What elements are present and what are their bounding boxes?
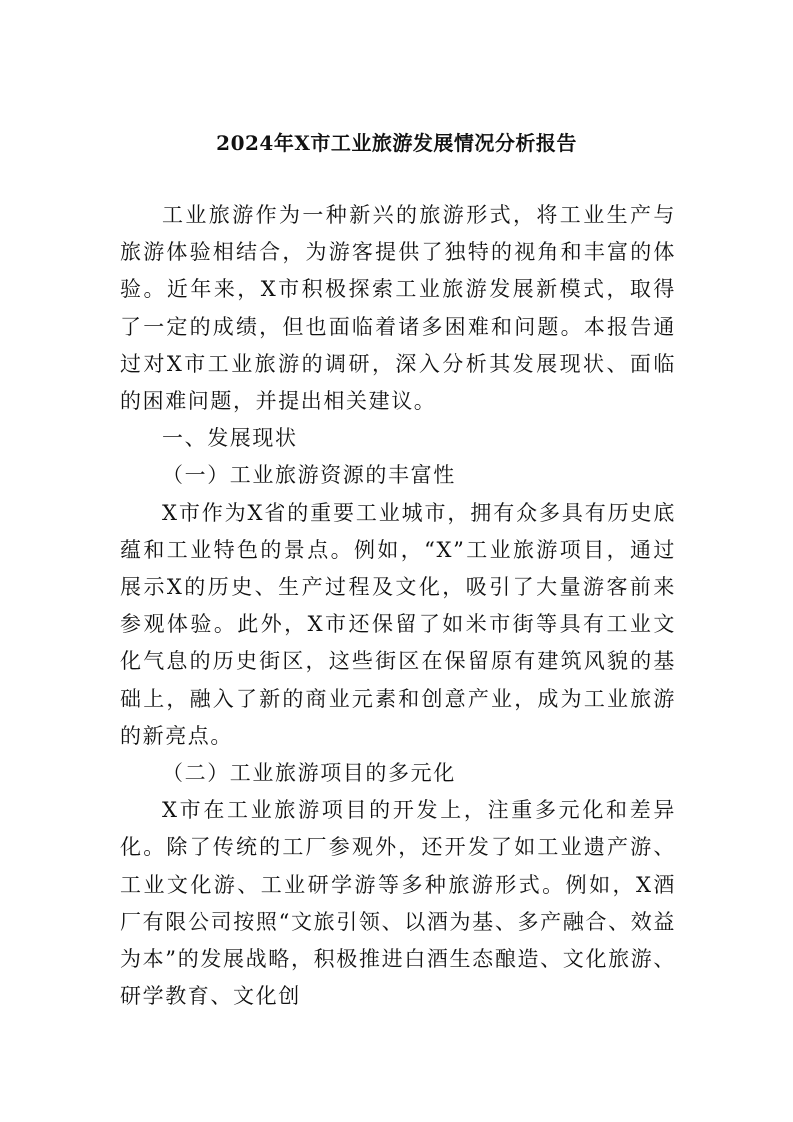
intro-paragraph: 工业旅游作为一种新兴的旅游形式，将工业生产与旅游体验相结合，为游客提供了独特的视角和丰富的体验。近年来，X市积极探索工业旅游发展新模式，取得了一定的成绩，但也面临着诸多困难和问题。本报告通过对X市工业旅游的调研，深入分析其发展现状、面临的困难问题，并提出相关建议。: [120, 203, 676, 414]
subsection-heading-2: （二）工业旅游项目的多元化: [162, 761, 456, 786]
document-body: [120, 197, 676, 1015]
section-heading-1: 一、发展现状: [162, 426, 298, 451]
body-paragraph: X市在工业旅游项目的开发上，注重多元化和差异化。除了传统的工厂参观外，还开发了如工业遗产游、工业文化游、工业研学游等多种旅游形式。例如，X酒厂有限公司按照“文旅引领、以酒为基、多产融合、效益为本”的发展战略，积极推进白酒生态酿造、文化旅游、研学教育、文化创: [120, 798, 676, 1009]
document-title: 2024年X市工业旅游发展情况分析报告: [216, 131, 577, 155]
body-paragraph: X市作为X省的重要工业城市，拥有众多具有历史底蕴和工业特色的景点。例如，“X”工业旅游项目，通过展示X的历史、生产过程及文化，吸引了大量游客前来参观体验。此外，X市还保留了如米市街等具有工业文化气息的历史街区，这些街区在保留原有建筑风貌的基础上，融入了新的商业元素和创意产业，成为工业旅游的新亮点。: [120, 500, 676, 748]
subsection-heading-1: （一）工业旅游资源的丰富性: [162, 463, 456, 488]
